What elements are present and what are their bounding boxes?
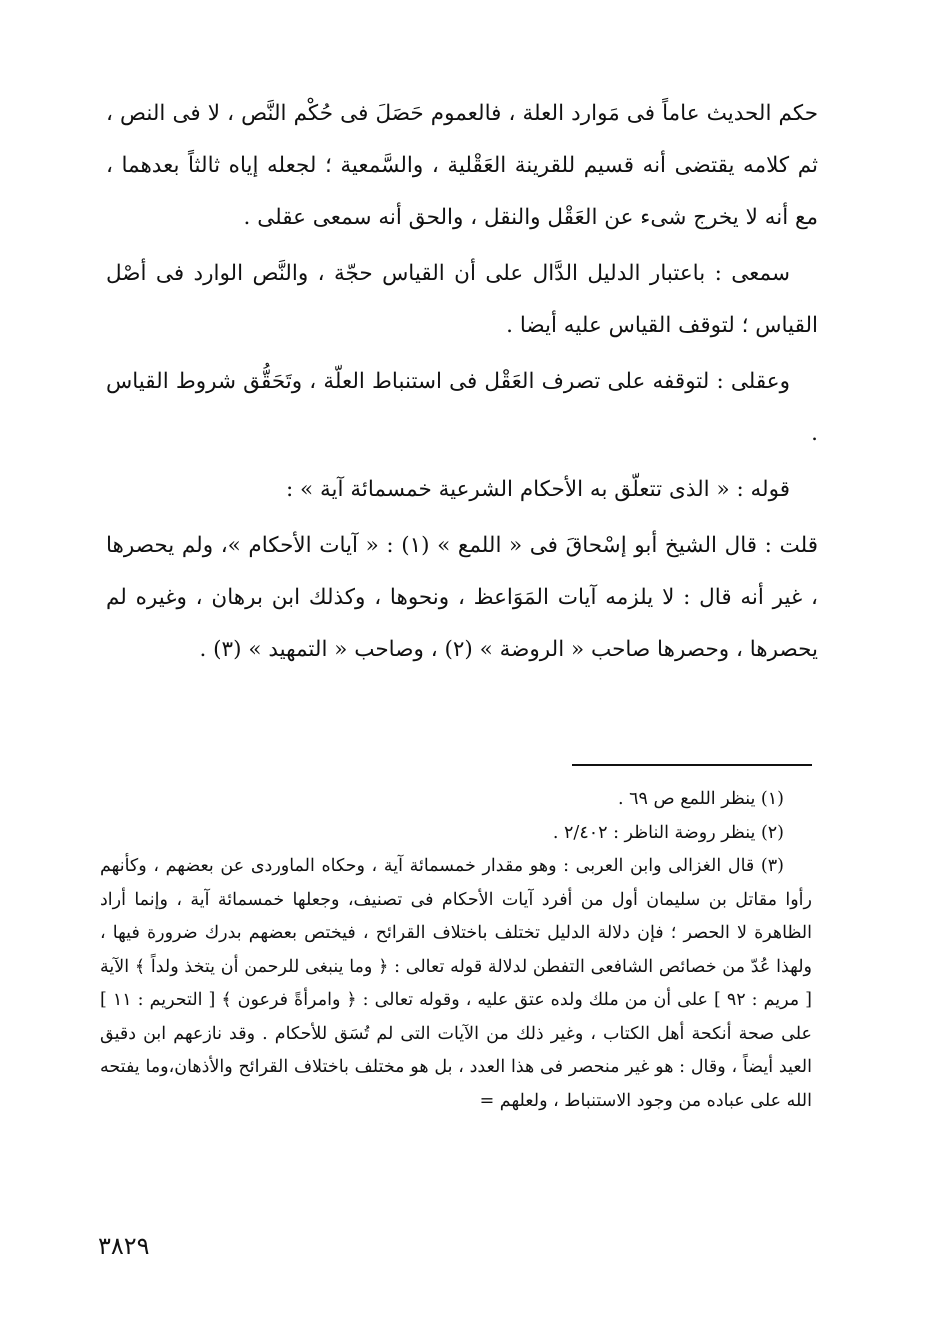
page-number: ٣٨٢٩ <box>98 1232 150 1260</box>
footnotes <box>100 783 812 1118</box>
footnote-separator <box>572 764 812 766</box>
paragraph-1: حكم الحديث عاماً فى مَوارد العلة ، فالعموم حَصَلَ فى حُكْم النَّص ، لا فى النص ، ثم كلامه يقتضى أنه قسيم للقرينة العَقْلية ، والسَّمعية ؛ لجعله إياه ثالثاً بعدهما ، مع أنه لا يخرج شىء عن العَقْل والنقل ، والحق أنه سمعى عقلى . <box>106 101 818 230</box>
paragraph-2: سمعى : باعتبار الدليل الدَّال على أن القياس حجّة ، والنَّص الوارد فى أصْل القياس ؛ لتوقف القياس عليه أيضا . <box>106 261 818 338</box>
paragraph-4: قوله : « الذى تتعلّق به الأحكام الشرعية خمسمائة آية » : <box>285 477 790 502</box>
footnote-3: (٣) قال الغزالى وابن العربى : وهو مقدار خمسمائة آية ، وحكاه الماوردى عن بعضهم ، وكأنهم رأوا مقاتل بن سليمان أول من أفرد آيات الأحكام فى تصنيف، وجعلها خمسمائة آية ، وإنما أراد الظاهرة لا الحصر ؛ فإن دلالة الدليل تختلف باختلاف القرائح ، فيختص بعضهم بدرك ضرورة فيها ، ولهذا عُدّ من خصائص الشافعى التفطن لدلالة قوله تعالى : ﴿ وما ينبغى للرحمن أن يتخذ ولداً ﴾ الآية [ مريم : ٩٢ ] على أن من ملك ولده عتق عليه ، وقوله تعالى : ﴿ وامرأةً فرعون ﴾ [ التحريم : ١١ ] على صحة أنكحة أهل الكتاب ، وغير ذلك من الآيات التى لم تُسَق للأحكام . وقد نازعهم ابن دقيق العيد أيضاً ، وقال : هو غير منحصر فى هذا العدد ، بل هو مختلف باختلاف القرائح والأذهان،وما يفتحه الله على عباده من وجود الاستنباط ، ولعلهم = <box>100 856 812 1111</box>
footnote-1: (١) ينظر اللمع ص ٦٩ . <box>617 789 784 809</box>
paragraph-3: وعقلى : لتوقفه على تصرف العَقْل فى استنباط العلّة ، وتَحَقُّق شروط القياس . <box>106 369 818 446</box>
paragraph-5: قلت : قال الشيخ أبو إسْحاقَ فى « اللمع » (١) : « آيات الأحكام »، ولم يحصرها ، غير أنه قال : لا يلزمه آيات المَوَاعظ ، ونحوها ، وكذلك ابن برهان ، وغيره لم يحصرها ، وحصرها صاحب « الروضة » (٢) ، وصاحب « التمهيد » (٣) . <box>106 533 818 662</box>
main-text <box>106 88 818 680</box>
footnote-2: (٢) ينظر روضة الناظر : ٢/٤٠٢ . <box>552 822 784 843</box>
